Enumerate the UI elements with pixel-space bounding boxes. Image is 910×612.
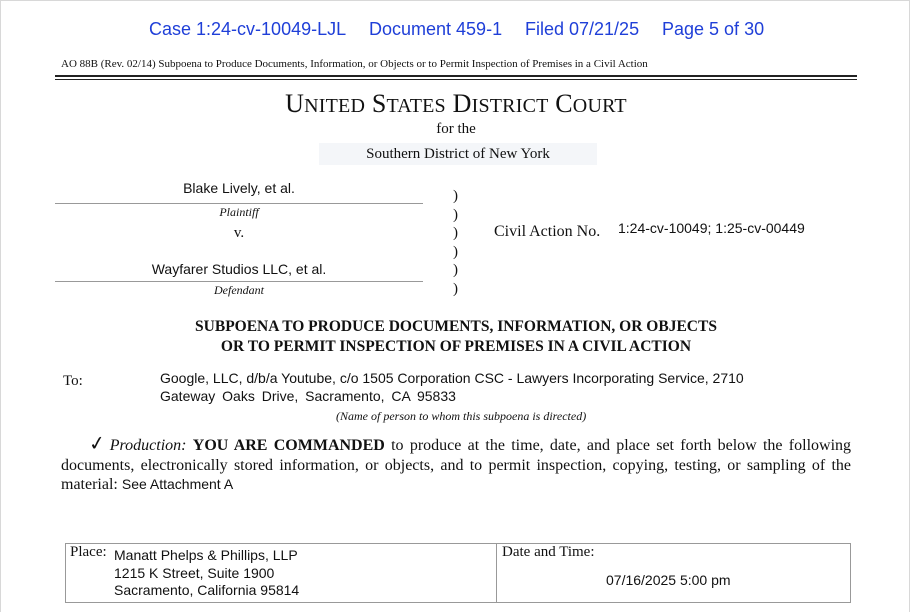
court-title-word: OURT [572,95,627,117]
production-paragraph [61,431,852,495]
subpoena-title-line-2: OR TO PERMIT INSPECTION OF PREMISES IN A CIVIL ACTION [220,338,692,355]
civil-action-number: 1:24-cv-10049; 1:25-cv-00449 [618,220,805,236]
place-label: Place: [70,544,107,560]
attachment-reference: See Attachment A [121,476,234,492]
production-body: to produce at the time, date, and place set forth below the following documents, electronically stored information, or objects, and to permit inspection, copying, testing, or sampling of the material: [61,437,852,493]
recipient-address [160,369,810,405]
to-label: To: [63,373,83,389]
defendant-underline [55,281,423,282]
header-page-number: Page 5 of 30 [662,19,765,39]
recipient-line-1: Google, LLC, d/b/a Youtube, c/o 1505 Corporation CSC - Lawyers Incorporating Service, 2710 [160,370,744,386]
for-the-text: for the [436,121,476,137]
form-identifier: AO 88B (Rev. 02/14) Subpoena to Produce Documents, Information, or Objects or to Permit Inspection of Premises in a Civil Action [61,58,648,70]
place-address-line: Manatt Phelps & Phillips, LLP [114,547,298,563]
plaintiff-underline [55,203,423,204]
divider-thick [55,75,857,77]
court-title-word: ISTRICT [471,95,549,117]
civil-action-label: Civil Action No. [494,223,601,240]
place-address [114,547,299,600]
caption-parentheses [453,187,458,298]
paren: ) [453,225,458,241]
paren: ) [453,262,458,278]
court-title-letter: S [371,89,387,118]
defendant-label: Defendant [214,283,264,297]
plaintiff-name: Blake Lively, et al. [183,180,295,196]
commanded-text: YOU ARE COMMANDED [192,437,385,454]
versus-text: v. [233,225,245,241]
court-title-word: NITED [304,95,366,117]
court-title [1,89,910,119]
subpoena-title-line-1: SUBPOENA TO PRODUCE DOCUMENTS, INFORMATION, OR OBJECTS [195,318,717,335]
header-filed-date: Filed 07/21/25 [525,19,640,39]
paren: ) [453,206,458,223]
header-document-number: Document 459-1 [369,19,503,39]
divider-thin [55,79,857,80]
recipient-line-2: Gateway Oaks Drive, Sacramento, CA 95833 [160,388,456,404]
date-time-value: 07/16/2025 5:00 pm [606,572,731,588]
date-time-label: Date and Time: [502,544,595,560]
court-title-word: TATES [386,95,446,117]
checkmark-icon: ✓ [87,431,108,457]
production-label: Production: [109,437,187,454]
defendant-name: Wayfarer Studios LLC, et al. [151,261,327,277]
place-address-line: 1215 K Street, Suite 1900 [114,564,275,581]
court-title-letter: C [555,89,573,118]
place-date-table [65,543,851,603]
place-cell [66,544,497,602]
plaintiff-label: Plaintiff [219,205,259,219]
paren: ) [453,188,458,204]
recipient-caption: (Name of person to whom this subpoena is directed) [336,409,587,423]
paren: ) [453,280,458,297]
court-title-letter: U [285,89,305,118]
place-address-line: Sacramento, California 95814 [114,582,300,598]
district-field: Southern District of New York [319,143,597,165]
paren: ) [453,243,458,260]
date-time-cell [497,544,850,602]
header-case-number: Case 1:24-cv-10049-LJL [149,19,347,39]
court-title-letter: D [452,89,472,118]
